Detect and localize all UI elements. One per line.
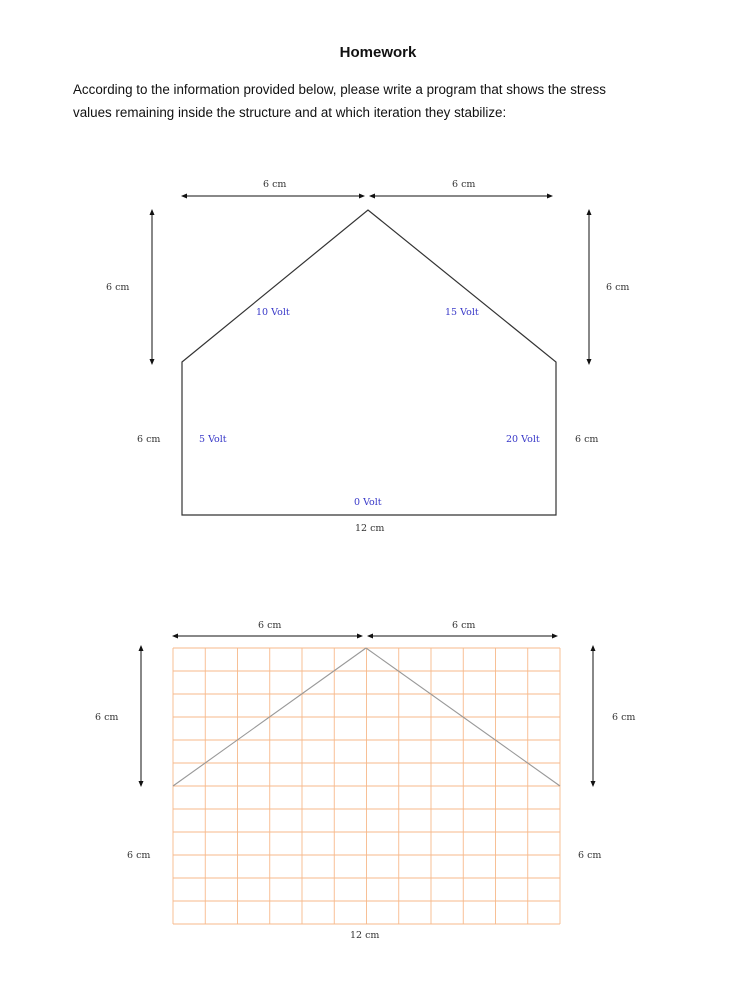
dim-label-right-upper: 6 cm <box>606 282 630 293</box>
volt-label-bottom: 0 Volt <box>354 497 382 508</box>
volt-label-right-roof: 15 Volt <box>445 307 479 318</box>
dim-label-top-left: 6 cm <box>263 179 287 190</box>
instructions-line-2: values remaining inside the structure and at which iteration they stabilize: <box>73 105 507 120</box>
instructions-line-1: According to the information provided below, please write a program that shows the stress <box>73 82 606 97</box>
dim2-label-left-upper: 6 cm <box>95 712 119 723</box>
dim2-label-right-lower: 6 cm <box>578 850 602 861</box>
page-title: Homework <box>339 44 417 61</box>
dim2-label-bottom: 12 cm <box>350 930 380 941</box>
dim2-label-top-left: 6 cm <box>258 620 282 631</box>
dim-label-top-right: 6 cm <box>452 179 476 190</box>
house-outline <box>182 210 556 515</box>
diagram-1 <box>106 179 629 534</box>
dim2-label-top-right: 6 cm <box>452 620 476 631</box>
dim2-label-right-upper: 6 cm <box>612 712 636 723</box>
dim-label-left-lower: 6 cm <box>137 434 161 445</box>
volt-label-right-wall: 20 Volt <box>506 434 540 445</box>
dim-label-right-lower: 6 cm <box>575 434 599 445</box>
orange-grid <box>173 648 560 924</box>
volt-label-left-roof: 10 Volt <box>256 307 290 318</box>
dim2-label-left-lower: 6 cm <box>127 850 151 861</box>
volt-label-left-wall: 5 Volt <box>199 434 227 445</box>
dim-label-left-upper: 6 cm <box>106 282 130 293</box>
dim-label-bottom: 12 cm <box>355 523 385 534</box>
diagram-2 <box>95 620 635 941</box>
